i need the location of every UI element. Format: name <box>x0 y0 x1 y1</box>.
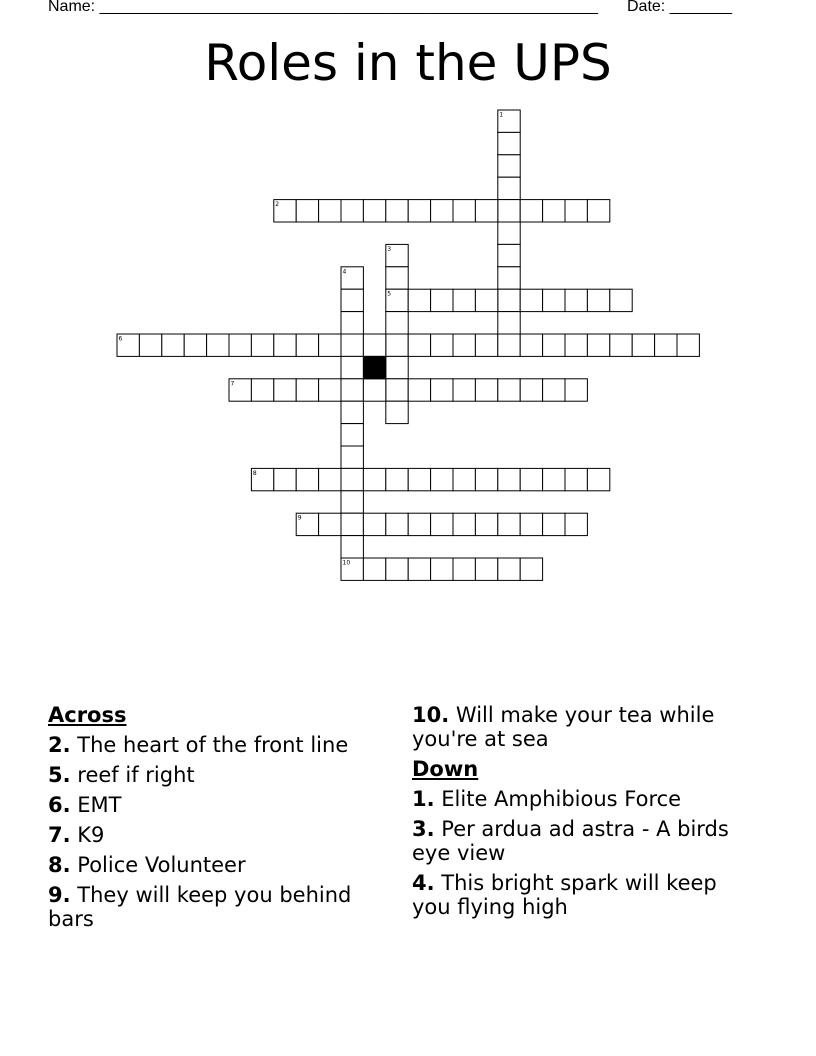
cell-number: 1 <box>499 111 504 119</box>
grid-cell[interactable] <box>319 334 341 356</box>
grid-cell[interactable] <box>543 513 565 535</box>
grid-cell[interactable] <box>431 379 453 401</box>
cell-number: 10 <box>342 559 351 567</box>
cell-number: 5 <box>387 290 392 298</box>
grid-cell[interactable] <box>520 558 542 580</box>
grid-cell[interactable] <box>520 200 542 222</box>
grid-cell[interactable] <box>475 200 497 222</box>
grid-cell[interactable] <box>408 558 430 580</box>
grid-cell[interactable] <box>408 200 430 222</box>
grid-cell[interactable] <box>475 513 497 535</box>
grid-cell[interactable] <box>386 267 408 289</box>
grid-cell[interactable] <box>655 334 677 356</box>
clue-number: 4. <box>412 871 435 895</box>
grid-cell[interactable] <box>274 468 296 490</box>
grid-cell[interactable] <box>184 334 206 356</box>
grid-cell[interactable] <box>319 379 341 401</box>
across-heading: Across <box>48 703 127 727</box>
clue-number: 5. <box>48 763 71 787</box>
clue-number: 10. <box>412 703 450 727</box>
grid-cell[interactable] <box>274 379 296 401</box>
cell-number: 6 <box>118 335 123 343</box>
clue-across-8 <box>48 853 388 877</box>
cell-number: 7 <box>230 380 235 388</box>
grid-cell[interactable] <box>431 334 453 356</box>
clue-text: They will keep you behind bars <box>48 883 352 931</box>
grid-cell[interactable] <box>498 513 520 535</box>
grid-cell[interactable] <box>341 513 363 535</box>
grid-cell[interactable] <box>363 558 385 580</box>
grid-cell[interactable] <box>475 558 497 580</box>
grid-cell[interactable] <box>431 558 453 580</box>
grid-cell[interactable] <box>296 468 318 490</box>
grid-cell[interactable] <box>498 155 520 177</box>
grid-cell[interactable] <box>498 267 520 289</box>
grid-cell[interactable] <box>207 334 229 356</box>
down-heading: Down <box>412 757 479 781</box>
grid-cell[interactable] <box>431 200 453 222</box>
cell-number: 3 <box>387 245 392 253</box>
grid-cell[interactable] <box>296 200 318 222</box>
grid-cell[interactable] <box>162 334 184 356</box>
grid-cell[interactable] <box>386 312 408 334</box>
grid-cell[interactable] <box>408 334 430 356</box>
grid-cell[interactable] <box>453 513 475 535</box>
grid-cell[interactable] <box>296 334 318 356</box>
grid-cell[interactable] <box>453 379 475 401</box>
cell-number: 9 <box>297 514 302 522</box>
grid-cell[interactable] <box>475 289 497 311</box>
grid-cell[interactable] <box>408 468 430 490</box>
grid-cell[interactable] <box>677 334 699 356</box>
grid-cell[interactable] <box>386 558 408 580</box>
black-cell <box>363 356 385 378</box>
grid-cell[interactable] <box>431 289 453 311</box>
grid-cell[interactable] <box>543 289 565 311</box>
clue-across-6 <box>48 793 388 817</box>
clue-across-7 <box>48 823 388 847</box>
grid-cell[interactable] <box>543 468 565 490</box>
grid-cell[interactable] <box>498 222 520 244</box>
grid-cell[interactable] <box>520 334 542 356</box>
grid-cell[interactable] <box>610 334 632 356</box>
grid-cell[interactable] <box>543 200 565 222</box>
grid-cell[interactable] <box>363 334 385 356</box>
grid-cell[interactable] <box>498 244 520 266</box>
grid-cell[interactable] <box>363 468 385 490</box>
grid-cell[interactable] <box>296 379 318 401</box>
grid-cell[interactable] <box>543 379 565 401</box>
grid-cell[interactable] <box>587 334 609 356</box>
grid-cell[interactable] <box>341 356 363 378</box>
clues-column-right <box>412 703 757 925</box>
clue-down-3 <box>412 817 757 865</box>
grid-cell[interactable] <box>341 379 363 401</box>
grid-cell[interactable] <box>543 334 565 356</box>
grid-cell[interactable] <box>610 289 632 311</box>
clue-text: Per ardua ad astra - A birds eye view <box>412 817 729 865</box>
grid-cell[interactable] <box>520 468 542 490</box>
grid-cell[interactable] <box>386 468 408 490</box>
clues-column-left <box>48 703 388 937</box>
grid-cell[interactable] <box>475 468 497 490</box>
date-field-label: Date: _______ <box>627 0 732 15</box>
grid-cell[interactable] <box>341 401 363 423</box>
grid-cell[interactable] <box>341 289 363 311</box>
grid-cell[interactable] <box>363 513 385 535</box>
grid-cell[interactable] <box>453 334 475 356</box>
clue-text: EMT <box>77 793 122 817</box>
grid-cell[interactable] <box>565 468 587 490</box>
grid-cell[interactable] <box>632 334 654 356</box>
clue-down-4 <box>412 871 757 919</box>
clue-number: 8. <box>48 853 71 877</box>
clue-number: 6. <box>48 793 71 817</box>
clue-down-1 <box>412 787 757 811</box>
grid-cell[interactable] <box>274 334 296 356</box>
grid-cell[interactable] <box>319 468 341 490</box>
grid-cell[interactable] <box>341 200 363 222</box>
grid-cell[interactable] <box>431 468 453 490</box>
clue-number: 7. <box>48 823 71 847</box>
grid-cell[interactable] <box>341 446 363 468</box>
grid-cell[interactable] <box>498 289 520 311</box>
clue-text: This bright spark will keep you flying high <box>412 871 717 919</box>
grid-cell[interactable] <box>341 491 363 513</box>
clue-across-9 <box>48 883 388 931</box>
clue-text: Elite Amphibious Force <box>441 787 682 811</box>
grid-cell[interactable] <box>475 334 497 356</box>
grid-cell[interactable] <box>229 334 251 356</box>
grid-cell[interactable] <box>363 379 385 401</box>
grid-cell[interactable] <box>386 379 408 401</box>
grid-cell[interactable] <box>319 513 341 535</box>
grid-cell[interactable] <box>453 468 475 490</box>
grid-cell[interactable] <box>408 379 430 401</box>
clue-number: 1. <box>412 787 435 811</box>
grid-cell[interactable] <box>453 200 475 222</box>
clue-text: reef if right <box>77 763 195 787</box>
grid-cell[interactable] <box>431 513 453 535</box>
grid-cell[interactable] <box>453 558 475 580</box>
grid-cell[interactable] <box>520 289 542 311</box>
clue-number: 3. <box>412 817 435 841</box>
cell-number: 4 <box>342 268 347 276</box>
grid-cell[interactable] <box>453 289 475 311</box>
grid-cell[interactable] <box>565 379 587 401</box>
grid-cell[interactable] <box>475 379 497 401</box>
clue-text: Police Volunteer <box>77 853 246 877</box>
grid-cell[interactable] <box>498 200 520 222</box>
grid-cell[interactable] <box>498 312 520 334</box>
grid-cell[interactable] <box>408 513 430 535</box>
grid-cell[interactable] <box>386 401 408 423</box>
grid-cell[interactable] <box>587 468 609 490</box>
cell-number: 2 <box>275 201 280 209</box>
grid-cell[interactable] <box>341 334 363 356</box>
clue-number: 9. <box>48 883 71 907</box>
grid-cell[interactable] <box>520 513 542 535</box>
grid-cell[interactable] <box>565 334 587 356</box>
clue-text: K9 <box>77 823 105 847</box>
clue-number: 2. <box>48 733 71 757</box>
grid-cell[interactable] <box>341 536 363 558</box>
cell-number: 8 <box>252 469 257 477</box>
grid-cell[interactable] <box>386 513 408 535</box>
grid-cell[interactable] <box>498 468 520 490</box>
grid-cell[interactable] <box>341 468 363 490</box>
grid-cell[interactable] <box>139 334 161 356</box>
grid-cell[interactable] <box>251 379 273 401</box>
grid-cell[interactable] <box>565 289 587 311</box>
grid-cell[interactable] <box>498 334 520 356</box>
clue-text: The heart of the front line <box>77 733 349 757</box>
grid-cell[interactable] <box>386 334 408 356</box>
grid-cell[interactable] <box>587 289 609 311</box>
grid-cell[interactable] <box>520 379 542 401</box>
grid-cell[interactable] <box>363 200 385 222</box>
clue-text: Will make your tea while you're at sea <box>412 703 715 751</box>
name-field-label: Name: ________________________________________________________ <box>48 0 598 15</box>
grid-cell[interactable] <box>341 424 363 446</box>
grid-cell[interactable] <box>498 177 520 199</box>
grid-cell[interactable] <box>408 289 430 311</box>
clue-across-10 <box>412 703 757 751</box>
grid-cell[interactable] <box>319 200 341 222</box>
grid-cell[interactable] <box>498 379 520 401</box>
puzzle-title: Roles in the UPS <box>204 34 612 92</box>
grid-cell[interactable] <box>565 513 587 535</box>
grid-cell[interactable] <box>587 200 609 222</box>
clue-across-5 <box>48 763 388 787</box>
grid-cell[interactable] <box>565 200 587 222</box>
grid-cell[interactable] <box>251 334 273 356</box>
grid-cell[interactable] <box>386 356 408 378</box>
grid-cell[interactable] <box>498 132 520 154</box>
grid-cell[interactable] <box>341 312 363 334</box>
grid-cell[interactable] <box>498 558 520 580</box>
clue-across-2 <box>48 733 388 757</box>
grid-cell[interactable] <box>386 200 408 222</box>
